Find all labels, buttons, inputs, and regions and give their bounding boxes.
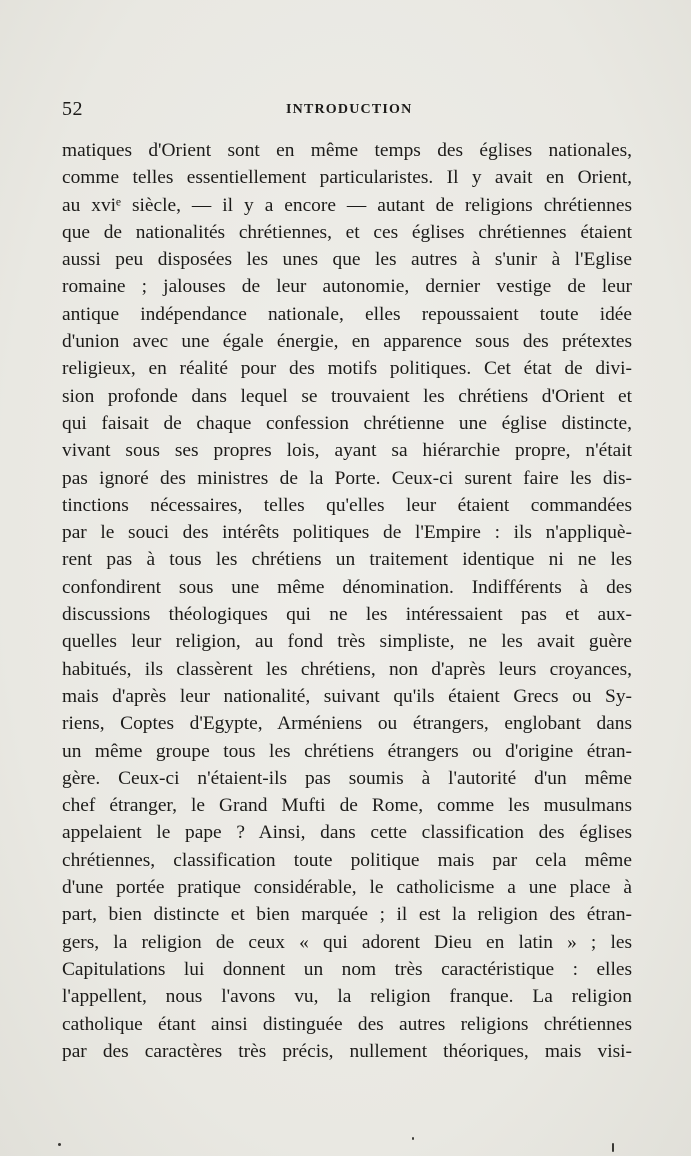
text-line: au xviᵉ siècle, — il y a encore — autant de religions chrétiennes (62, 194, 632, 216)
text-line: d'une portée pratique considérable, le catholicisme a une place à (62, 877, 632, 899)
text-line: riens, Coptes d'Egypte, Arméniens ou étrangers, englobant dans (62, 713, 632, 735)
text-line: chef étranger, le Grand Mufti de Rome, comme les musulmans (62, 795, 632, 817)
text-line: Capitulations lui donnent un nom très caractéristique : elles (62, 958, 632, 980)
paper-speck (412, 1137, 414, 1140)
text-line: comme telles essentiellement particularistes. Il y avait en Orient, (62, 167, 632, 189)
running-head (62, 98, 630, 126)
text-line: gers, la religion de ceux « qui adorent Dieu en latin » ; les (62, 931, 632, 953)
text-line: appelaient le pape ? Ainsi, dans cette classification des églises (62, 822, 632, 844)
paper-speck (58, 1143, 61, 1146)
paper-speck (612, 1143, 614, 1152)
text-line: que de nationalités chrétiennes, et ces églises chrétiennes étaient (62, 221, 632, 243)
text-line: par des caractères très précis, nullement théoriques, mais visi- (62, 1040, 632, 1062)
text-line: un même groupe tous les chrétiens étrangers ou d'origine étran- (62, 740, 632, 762)
body-text (62, 137, 632, 1065)
text-line: tinctions nécessaires, telles qu'elles leur étaient commandées (62, 494, 632, 516)
text-line: chrétiennes, classification toute politique mais par cela même (62, 849, 632, 871)
text-line: par le souci des intérêts politiques de l'Empire : ils n'appliquè- (62, 522, 632, 544)
text-line: l'appellent, nous l'avons vu, la religion franque. La religion (62, 986, 632, 1008)
text-line: qui faisait de chaque confession chrétienne une église distincte, (62, 412, 632, 434)
text-line: sion profonde dans lequel se trouvaient les chrétiens d'Orient et (62, 385, 632, 407)
text-line: quelles leur religion, au fond très simpliste, ne les avait guère (62, 631, 632, 653)
page-number: 52 (62, 98, 83, 120)
text-line: pas ignoré des ministres de la Porte. Ceux-ci surent faire les dis- (62, 467, 632, 489)
text-line: confondirent sous une même dénomination. Indifférents à des (62, 576, 632, 598)
text-line: romaine ; jalouses de leur autonomie, dernier vestige de leur (62, 276, 632, 298)
text-line: aussi peu disposées les unes que les autres à s'unir à l'Eglise (62, 249, 632, 271)
text-line: antique indépendance nationale, elles repoussaient toute idée (62, 303, 632, 325)
text-line: discussions théologiques qui ne les intéressaient pas et aux- (62, 604, 632, 626)
text-line: rent pas à tous les chrétiens un traitement identique ni ne les (62, 549, 632, 571)
text-line: part, bien distincte et bien marquée ; il est la religion des étran- (62, 904, 632, 926)
text-line: matiques d'Orient sont en même temps des églises nationales, (62, 140, 632, 161)
text-line: gère. Ceux-ci n'étaient-ils pas soumis à l'autorité d'un même (62, 767, 632, 789)
running-title: INTRODUCTION (286, 102, 413, 117)
text-line: religieux, en réalité pour des motifs politiques. Cet état de divi- (62, 358, 632, 380)
text-line: d'union avec une égale énergie, en apparence sous des prétextes (62, 331, 632, 353)
text-line: catholique étant ainsi distinguée des autres religions chrétiennes (62, 1013, 632, 1035)
text-line: vivant sous ses propres lois, ayant sa hiérarchie propre, n'était (62, 440, 632, 462)
text-line: mais d'après leur nationalité, suivant qu'ils étaient Grecs ou Sy- (62, 685, 632, 707)
text-line: habitués, ils classèrent les chrétiens, non d'après leurs croyances, (62, 658, 632, 680)
